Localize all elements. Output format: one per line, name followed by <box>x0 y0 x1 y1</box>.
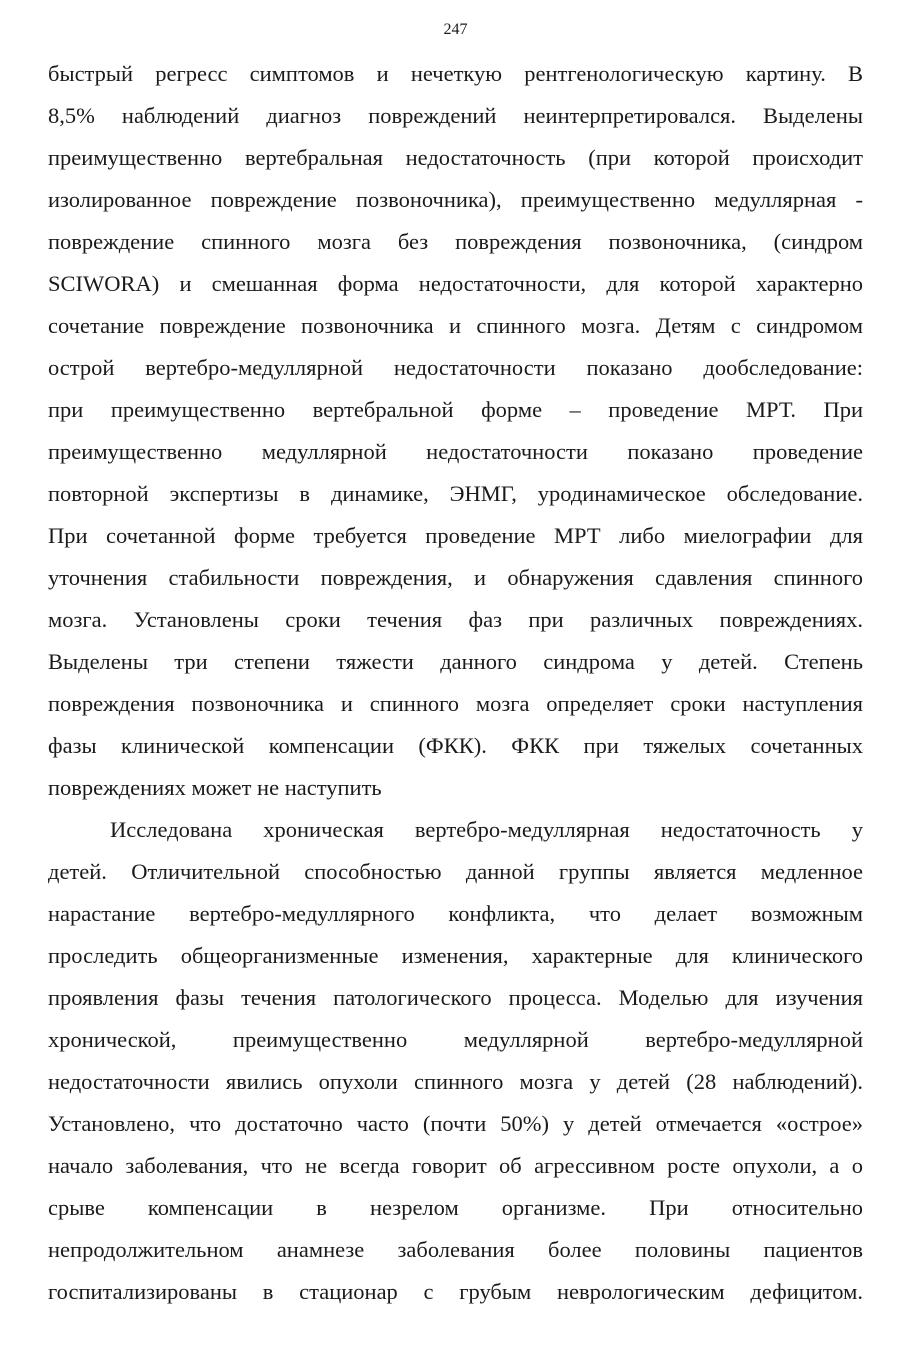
text-line: быстрый регресс симптомов и нечеткую рентгенологическую картину. В <box>48 61 863 86</box>
text-line: хронической, преимущественно медуллярной вертебро-медуллярной <box>48 1027 863 1052</box>
text-line: повторной экспертизы в динамике, ЭНМГ, уродинамическое обследование. <box>48 481 863 506</box>
text-line: госпитализированы в стационар с грубым неврологическим дефицитом. <box>48 1279 863 1304</box>
page-number: 247 <box>443 21 468 38</box>
text-line: детей. Отличительной способностью данной группы является медленное <box>48 859 863 884</box>
text-line: мозга. Установлены сроки течения фаз при различных повреждениях. <box>48 607 863 632</box>
text-line: повреждениях может не наступить <box>48 775 382 800</box>
text-line: повреждения позвоночника и спинного мозга определяет сроки наступления <box>48 691 863 716</box>
body-text <box>48 53 863 1313</box>
text-line: нарастание вертебро-медуллярного конфликта, что делает возможным <box>48 901 863 926</box>
text-line: острой вертебро-медуллярной недостаточности показано дообследование: <box>48 355 863 380</box>
text-line: преимущественно медуллярной недостаточности показано проведение <box>48 439 863 464</box>
text-line: уточнения стабильности повреждения, и обнаружения сдавления спинного <box>48 565 863 590</box>
text-line: изолированное повреждение позвоночника), преимущественно медуллярная - <box>48 187 863 212</box>
text-line: SCIWORA) и смешанная форма недостаточности, для которой характерно <box>48 271 863 296</box>
text-line: срыве компенсации в незрелом организме. При относительно <box>48 1195 863 1220</box>
text-line: Исследована хроническая вертебро-медуллярная недостаточность у <box>110 817 863 842</box>
paragraph-1 <box>48 53 863 809</box>
paragraph-2 <box>48 809 863 1313</box>
text-line: Выделены три степени тяжести данного синдрома у детей. Степень <box>48 649 863 674</box>
text-line: преимущественно вертебральная недостаточность (при которой происходит <box>48 145 863 170</box>
text-line: при преимущественно вертебральной форме – проведение МРТ. При <box>48 397 863 422</box>
text-line: проследить общеорганизменные изменения, характерные для клинического <box>48 943 863 968</box>
text-line: проявления фазы течения патологического процесса. Моделью для изучения <box>48 985 863 1010</box>
text-line: недостаточности явились опухоли спинного мозга у детей (28 наблюдений). <box>48 1069 863 1094</box>
text-line: 8,5% наблюдений диагноз повреждений неинтерпретировался. Выделены <box>48 103 863 128</box>
text-line: начало заболевания, что не всегда говорит об агрессивном росте опухоли, а о <box>48 1153 863 1178</box>
text-line: Установлено, что достаточно часто (почти 50%) у детей отмечается «острое» <box>48 1111 863 1136</box>
text-line: повреждение спинного мозга без повреждения позвоночника, (синдром <box>48 229 863 254</box>
text-line: сочетание повреждение позвоночника и спинного мозга. Детям с синдромом <box>48 313 863 338</box>
text-line: фазы клинической компенсации (ФКК). ФКК при тяжелых сочетанных <box>48 733 863 758</box>
text-line: При сочетанной форме требуется проведение МРТ либо миелографии для <box>48 523 863 548</box>
text-line: непродолжительном анамнезе заболевания более половины пациентов <box>48 1237 863 1262</box>
